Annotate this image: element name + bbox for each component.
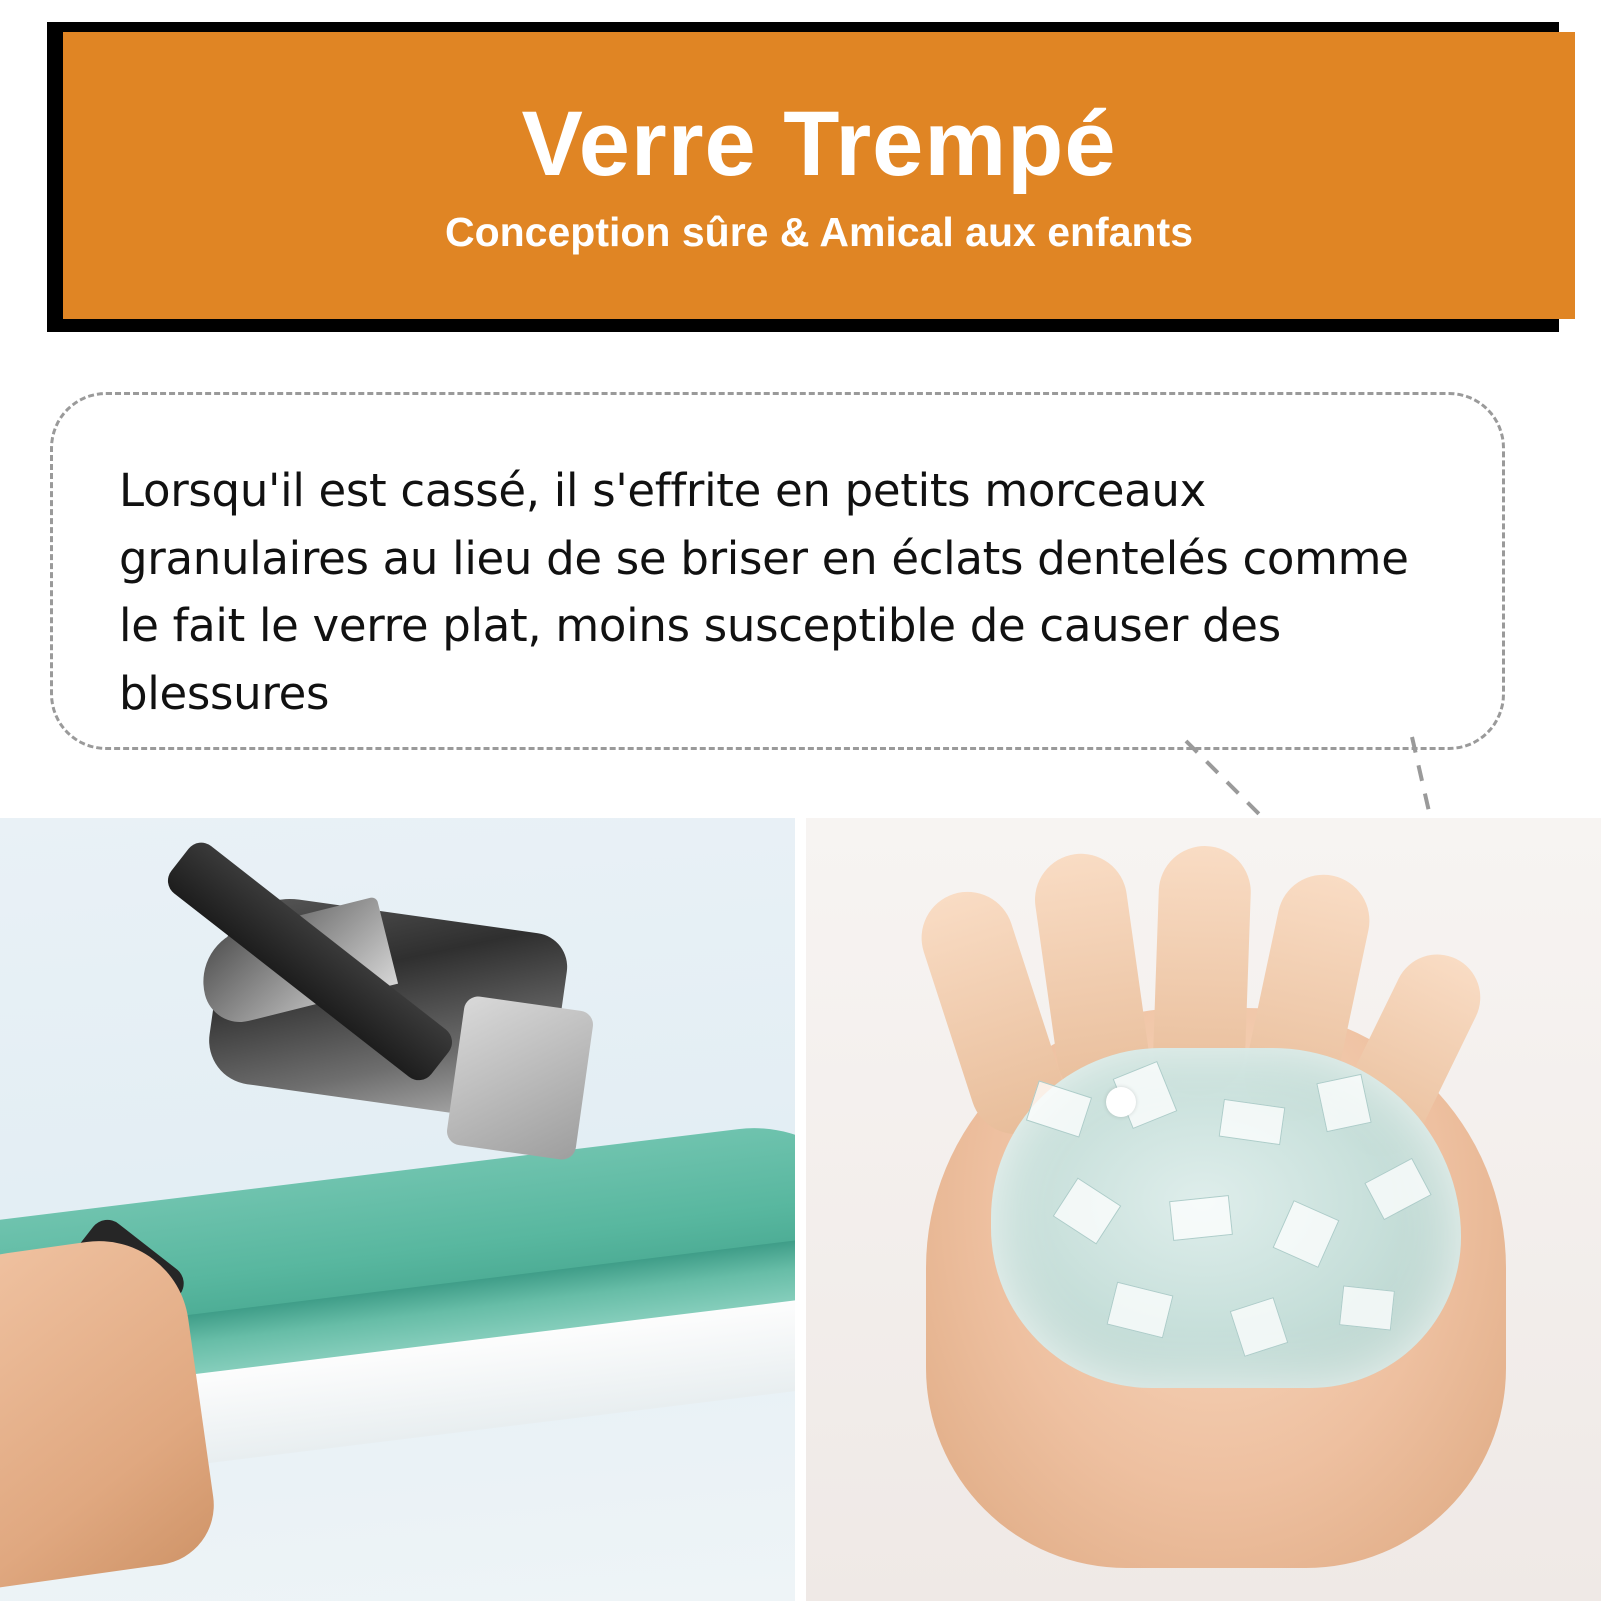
glass-shard	[1316, 1074, 1371, 1132]
glass-shard	[1053, 1178, 1122, 1245]
hands-holding-crumbled-glass	[806, 818, 1601, 1601]
crumbled-glass-pile	[991, 1048, 1461, 1388]
glass-shard	[1107, 1282, 1174, 1339]
callout-text: Lorsqu'il est cassé, il s'effrite en petits morceaux granulaires au lieu de se briser en éclats dentelés comme le fait le verre plat, moins susceptible de causer des blessures	[119, 464, 1409, 720]
glass-shard	[1169, 1195, 1233, 1241]
page-subtitle: Conception sûre & Amical aux enfants	[444, 209, 1194, 256]
photo-row	[0, 818, 1601, 1601]
callout-bubble	[50, 392, 1505, 750]
glass-shard	[1364, 1158, 1431, 1220]
glass-shard	[1219, 1099, 1286, 1145]
hammer-striking-face	[445, 995, 595, 1162]
header-banner	[47, 22, 1559, 332]
glass-shard	[1339, 1285, 1395, 1330]
page-title: Verre Trempé	[521, 92, 1117, 195]
glass-shard	[1230, 1297, 1289, 1357]
banner-body	[63, 32, 1575, 319]
glass-shard	[1273, 1200, 1340, 1268]
hammer-striking-tempered-glass-board	[0, 818, 795, 1601]
glass-shard	[1026, 1080, 1092, 1137]
callout-anchor-dot	[1106, 1087, 1136, 1117]
